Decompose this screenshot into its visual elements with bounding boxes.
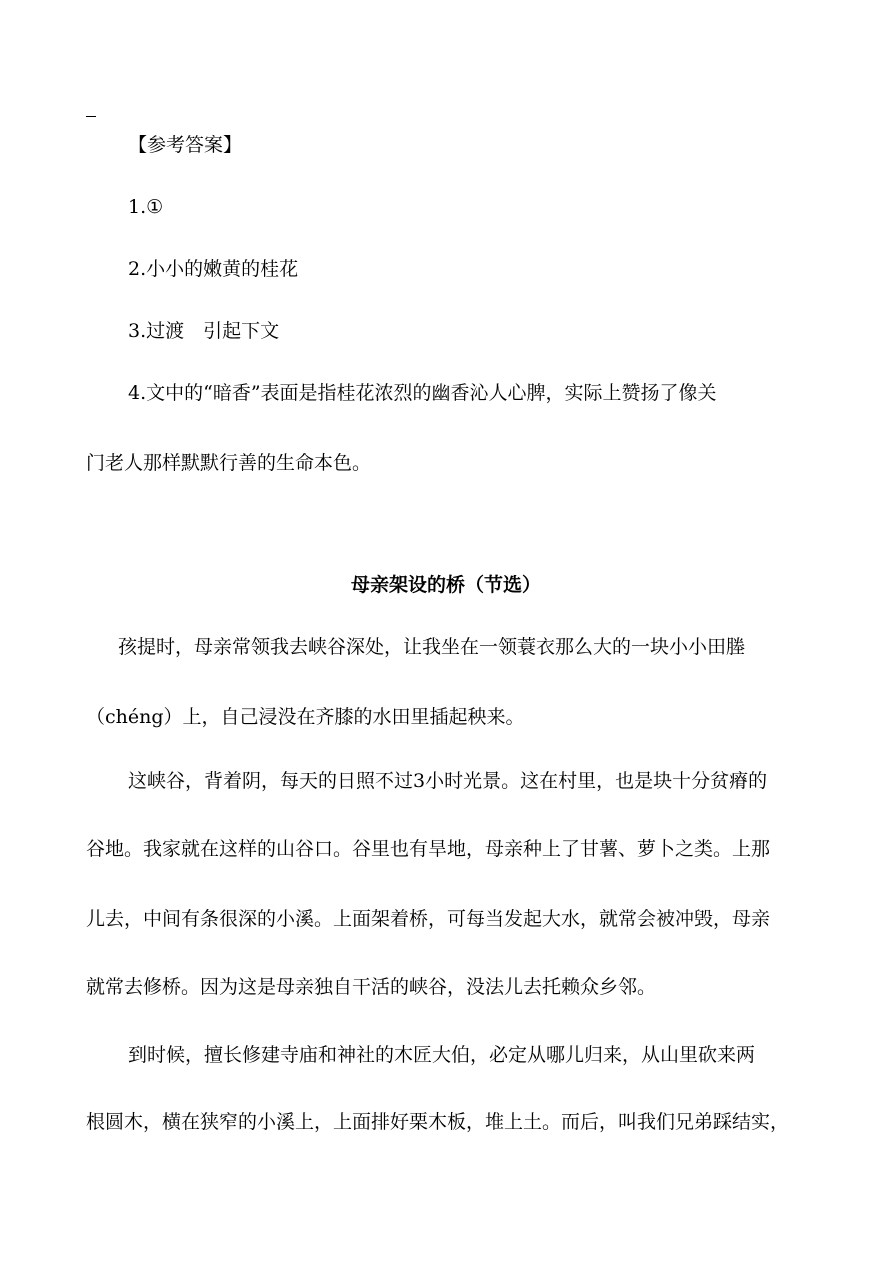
article-line-8: 根圆木，横在狭窄的小溪上，上面排好栗木板，堆上土。而后，叫我们兄弟踩结实， xyxy=(86,1111,790,1133)
article-line-6: 就常去修桥。因为这是母亲独自干活的峡谷，没法儿去托赖众乡邻。 xyxy=(86,976,657,998)
answer-heading: 【参考答案】 xyxy=(128,134,243,156)
answer-4-line-2: 门老人那样默默行善的生命本色。 xyxy=(86,452,372,474)
answer-4-line-1: 4.文中的“暗香”表面是指桂花浓烈的幽香沁人心脾，实际上赞扬了像关 xyxy=(128,382,717,404)
answer-3: 3.过渡 引起下文 xyxy=(128,320,280,342)
article-line-1: 孩提时，母亲常领我去峡谷深处，让我坐在一领蓑衣那么大的一块小小田塍 xyxy=(118,636,746,658)
article-line-2: （chéng）上，自己浸没在齐膝的水田里插起秧来。 xyxy=(86,706,525,728)
answer-1: 1.① xyxy=(128,196,164,218)
header-dash-mark xyxy=(86,116,96,117)
article-title: 母亲架设的桥（节选） xyxy=(350,574,541,596)
answer-2: 2.小小的嫩黄的桂花 xyxy=(128,258,299,280)
article-line-7: 到时候，擅长修建寺庙和神社的木匠大伯，必定从哪儿归来，从山里砍来两 xyxy=(128,1044,756,1066)
article-line-4: 谷地。我家就在这样的山谷口。谷里也有旱地，母亲种上了甘薯、萝卜之类。上那 xyxy=(86,838,771,860)
article-line-3: 这峡谷，背着阴，每天的日照不过3小时光景。这在村里，也是块十分贫瘠的 xyxy=(128,770,768,792)
article-line-5: 儿去，中间有条很深的小溪。上面架着桥，可每当发起大水，就常会被冲毁，母亲 xyxy=(86,908,771,930)
